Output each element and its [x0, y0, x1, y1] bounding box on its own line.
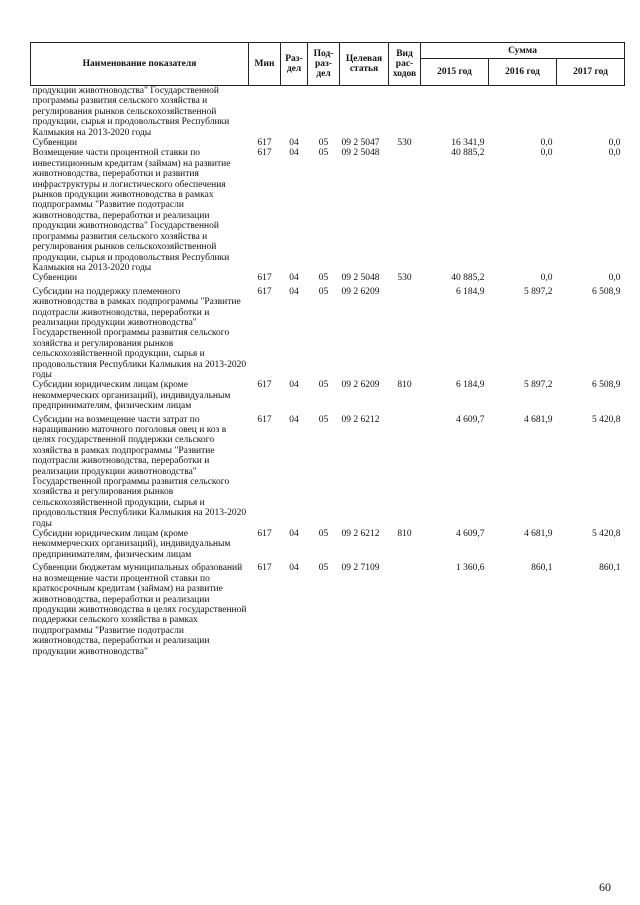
row-2017	[557, 86, 625, 139]
row-2015: 40 885,2	[451, 273, 485, 284]
row-razdel	[281, 86, 308, 139]
row-name: Субсидии на поддержку племенного животноводства в рамках подпрограммы "Развитие подотрасли животноводства, переработки и реализации продукции животноводства" Государственной программы развития сельского хозяйства и регулирования рынков сельскохозяйственной продукции, сырья и продовольствия Республики Калмыкия на 2013-2020 годы	[32, 286, 247, 380]
row-2016: 0,0	[540, 138, 553, 149]
row-podrazdel: 05	[318, 380, 329, 391]
row-name: Субсидии юридическим лицам (кроме некоммерческих организаций), индивидуальным предпринимателям, физическим лицам	[32, 529, 231, 560]
table-row	[31, 380, 625, 411]
header-sum: Сумма	[421, 43, 625, 59]
row-podrazdel: 05	[318, 529, 329, 540]
row-2016: 0,0	[540, 273, 553, 284]
row-target: 09 2 6212	[341, 414, 380, 425]
row-podrazdel: 05	[318, 273, 329, 284]
header-target: Целевая статья	[340, 43, 389, 86]
table-row	[31, 273, 625, 283]
row-target: 09 2 6209	[341, 286, 380, 297]
row-vid	[389, 412, 421, 529]
row-podrazdel: 05	[318, 286, 329, 297]
row-2015: 4 609,7	[456, 414, 485, 425]
row-podrazdel: 05	[318, 148, 329, 159]
row-2016: 5 897,2	[524, 380, 553, 391]
row-2017: 5 420,8	[592, 529, 621, 540]
row-razdel: 04	[289, 286, 299, 297]
row-2017: 0,0	[608, 148, 621, 159]
row-name: продукции животноводства" Государственной программы развития сельского хозяйства и регулирования рынков сельскохозяйственной продукции, сырья и продовольствия Республики Калмыкия на 2013-2020 годы	[32, 86, 230, 138]
row-2016: 4 681,9	[524, 414, 553, 425]
row-min: 617	[257, 273, 272, 284]
row-target: 09 2 6212	[341, 529, 380, 540]
row-name: Субсидии на возмещение части затрат по наращиванию маточного поголовья овец и коз в целях государственной поддержки сельского хозяйства в рамках подпрограммы "Развитие подотрасли животноводства, переработки и реализации продукции животноводства" Государственной программы развития сельского хозяйства и регулирования рынков сельскохозяйственной продукции, сырья и продовольствия Республики Калмыкия на 2013-2020 годы	[32, 414, 247, 529]
row-podrazdel: 05	[318, 414, 329, 425]
row-2017: 5 420,8	[592, 414, 621, 425]
row-vid	[389, 284, 421, 381]
table-row	[31, 138, 625, 148]
row-name: Возмещение части процентной ставки по инвестиционным кредитам (займам) на развитие животноводства, переработки и развития инфраструктуры и логистического обеспечения рынков продукции животноводства в рамках подпрограммы "Развитие подотрасли животноводства, переработки и реализации продукции животноводства" Государственной программы развития сельского хозяйства и регулирования рынков сельскохозяйственной продукции, сырья и продовольствия Республики Калмыкия на 2013-2020 годы	[32, 148, 231, 273]
row-vid	[389, 148, 421, 273]
row-razdel: 04	[289, 529, 299, 540]
row-min: 617	[257, 414, 272, 425]
row-min: 617	[257, 148, 272, 159]
budget-table	[30, 42, 625, 657]
row-2015: 6 184,9	[456, 380, 485, 391]
row-2016: 4 681,9	[524, 529, 553, 540]
row-razdel: 04	[289, 148, 299, 159]
table-row	[31, 529, 625, 560]
row-2015: 40 885,2	[451, 148, 485, 159]
row-2015: 4 609,7	[456, 529, 485, 540]
header-name: Наименование показателя	[31, 43, 249, 86]
row-2017: 0,0	[608, 273, 621, 284]
row-2015	[421, 86, 489, 139]
header-podrazdel: Под- раз- дел	[308, 43, 340, 86]
row-target: 09 2 5048	[341, 273, 380, 284]
header-min: Мин	[249, 43, 281, 86]
table-body	[31, 86, 625, 657]
row-min: 617	[257, 138, 272, 149]
row-target: 09 2 6209	[341, 380, 380, 391]
row-2017: 0,0	[608, 138, 621, 149]
row-target	[340, 86, 389, 139]
row-2016: 0,0	[540, 148, 553, 159]
header-2016: 2016 год	[489, 59, 557, 86]
table-row	[31, 86, 625, 139]
row-vid	[389, 86, 421, 139]
table-row	[31, 412, 625, 529]
page-number: 60	[599, 880, 611, 894]
row-target: 09 2 5048	[341, 148, 380, 159]
table-row	[31, 284, 625, 381]
row-razdel: 04	[289, 414, 299, 425]
table-row	[31, 560, 625, 657]
row-vid	[389, 560, 421, 657]
row-target: 09 2 7109	[341, 563, 380, 574]
row-2017: 860,1	[599, 563, 621, 574]
row-2016: 860,1	[531, 563, 553, 574]
header-2017: 2017 год	[557, 59, 625, 86]
row-vid: 810	[397, 529, 412, 540]
row-min: 617	[257, 380, 272, 391]
header-razdel: Раз- дел	[281, 43, 308, 86]
row-razdel: 04	[289, 380, 299, 391]
row-min: 617	[257, 529, 272, 540]
row-name: Субвенции	[32, 138, 78, 149]
table-row	[31, 148, 625, 273]
row-2016: 5 897,2	[524, 286, 553, 297]
row-vid: 810	[397, 380, 412, 391]
row-razdel: 04	[289, 138, 299, 149]
row-name: Субвенции	[32, 273, 78, 284]
row-name: Субсидии юридическим лицам (кроме некоммерческих организаций), индивидуальным предпринимателям, физическим лицам	[32, 380, 231, 412]
row-podrazdel	[308, 86, 340, 139]
header-vid: Вид рас- ходов	[389, 43, 421, 86]
row-target: 09 2 5047	[341, 138, 380, 149]
row-min	[249, 86, 281, 139]
row-razdel: 04	[289, 563, 299, 574]
row-2015: 16 341,9	[451, 138, 485, 149]
row-min: 617	[257, 286, 272, 297]
row-2017: 6 508,9	[592, 286, 621, 297]
document-page	[30, 42, 624, 657]
row-min: 617	[257, 563, 272, 574]
row-podrazdel: 05	[318, 563, 329, 574]
row-vid: 530	[397, 273, 412, 284]
row-podrazdel: 05	[318, 138, 329, 149]
table-header	[31, 43, 625, 86]
row-2017: 6 508,9	[592, 380, 621, 391]
row-name: Субвенции бюджетам муниципальных образований на возмещение части процентной ставки по краткосрочным кредитам (займам) на развитие животноводства, переработки и реализации продукции животноводства в целях государственной поддержки сельского хозяйства в рамках подпрограммы "Развитие подотрасли животноводства, переработки и реализации продукции животноводства"	[32, 563, 247, 657]
row-2015: 1 360,6	[456, 563, 485, 574]
row-razdel: 04	[289, 273, 299, 284]
row-vid: 530	[397, 138, 412, 149]
header-2015: 2015 год	[421, 59, 489, 86]
row-2016	[489, 86, 557, 139]
row-2015: 6 184,9	[456, 286, 485, 297]
